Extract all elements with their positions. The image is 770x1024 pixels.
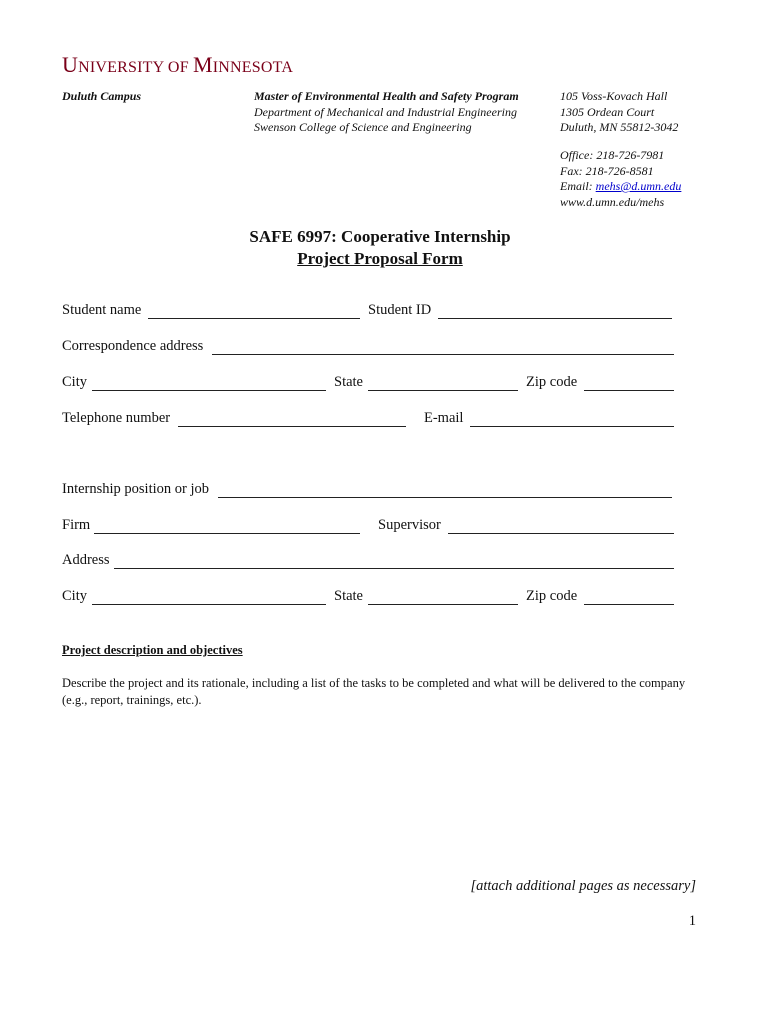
firm-state-label: State (334, 588, 363, 604)
firm-address-label: Address (62, 552, 110, 568)
email-prefix: Email: (560, 179, 596, 193)
university-initial-u: U (62, 52, 79, 77)
program-name: Master of Environmental Health and Safety Program (254, 89, 519, 103)
internship-position-field[interactable] (218, 481, 672, 498)
attach-pages-note: [attach additional pages as necessary] (470, 878, 696, 894)
firm-city-field[interactable] (92, 588, 326, 605)
address-line2: 1305 Ordean Court (560, 104, 655, 119)
firm-city-label: City (62, 588, 87, 604)
telephone-field[interactable] (178, 410, 406, 427)
project-section-heading: Project description and objectives (62, 643, 243, 657)
address-line1: 105 Voss-Kovach Hall (560, 89, 668, 103)
form-title: Project Proposal Form (297, 249, 463, 268)
email-link[interactable]: mehs@d.umn.edu (595, 179, 682, 193)
website: www.d.umn.edu/mehs (560, 194, 665, 209)
mailing-address (560, 89, 678, 136)
email-line (560, 179, 681, 195)
page-number: 1 (688, 913, 696, 929)
student-email-field[interactable] (470, 410, 674, 427)
address-line3: Duluth, MN 55812-3042 (560, 120, 679, 134)
supervisor-label: Supervisor (378, 517, 441, 533)
campus-label: Duluth Campus (62, 89, 142, 103)
university-part1: NIVERSITY OF (78, 59, 193, 76)
student-city-label: City (62, 374, 87, 390)
department-name: Department of Mechanical and Industrial Engineering (254, 104, 517, 119)
student-name-label: Student name (62, 302, 142, 318)
university-initial-m: M (193, 52, 213, 77)
student-zip-field[interactable] (584, 374, 674, 391)
student-state-label: State (334, 374, 363, 390)
student-name-field[interactable] (148, 302, 360, 319)
program-block (254, 89, 519, 136)
firm-zip-label: Zip code (526, 588, 578, 604)
student-zip-label: Zip code (526, 374, 578, 390)
university-part2: INNESOTA (212, 59, 294, 76)
telephone-label: Telephone number (62, 410, 171, 426)
university-name (62, 52, 293, 78)
student-id-label: Student ID (368, 302, 432, 318)
student-email-label: E-mail (424, 410, 464, 426)
fax-number: Fax: 218-726-8581 (560, 163, 654, 178)
correspondence-address-label: Correspondence address (62, 338, 204, 354)
office-phone: Office: 218-726-7981 (560, 148, 665, 162)
firm-zip-field[interactable] (584, 588, 674, 605)
firm-label: Firm (62, 517, 91, 533)
student-state-field[interactable] (368, 374, 518, 391)
college-name: Swenson College of Science and Engineering (254, 120, 472, 134)
firm-address-field[interactable] (114, 552, 674, 569)
course-title: SAFE 6997: Cooperative Internship (249, 227, 511, 246)
student-city-field[interactable] (92, 374, 326, 391)
internship-position-label: Internship position or job (62, 481, 210, 497)
correspondence-address-field[interactable] (212, 338, 674, 355)
project-description-instructions: Describe the project and its rationale, including a list of the tasks to be completed and what will be delivered to the company (e.g., report, trainings, etc.). (62, 676, 686, 707)
firm-field[interactable] (94, 517, 360, 534)
student-id-field[interactable] (438, 302, 672, 319)
supervisor-field[interactable] (448, 517, 674, 534)
firm-state-field[interactable] (368, 588, 518, 605)
contact-block (560, 148, 681, 210)
